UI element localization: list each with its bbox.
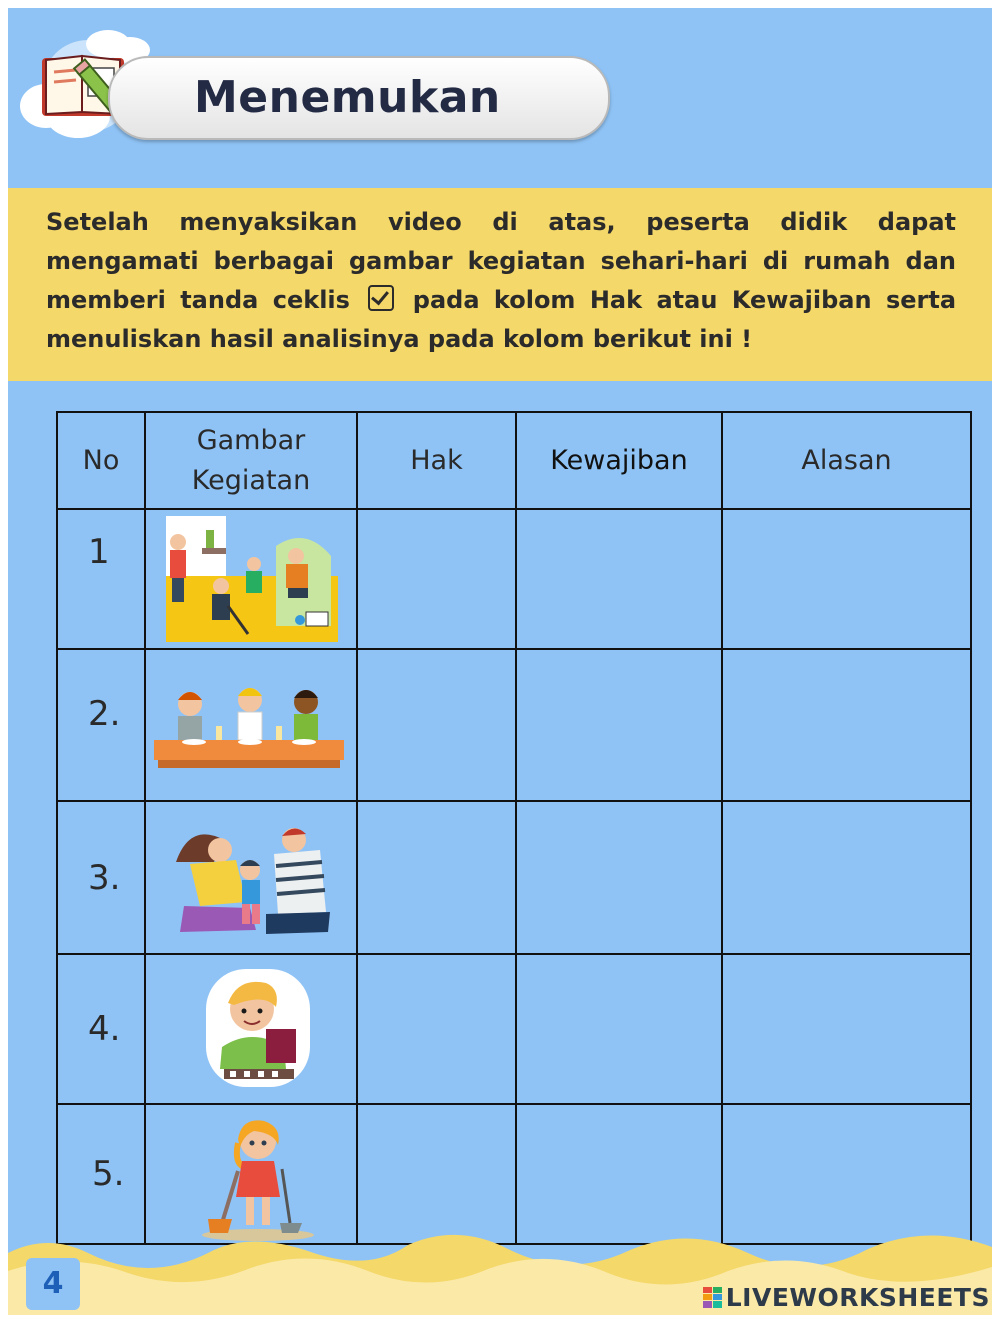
- liveworksheets-logo-icon: [703, 1287, 723, 1309]
- header-no: No: [57, 412, 145, 509]
- hak-cell[interactable]: [357, 801, 516, 954]
- liveworksheets-brand: [703, 1283, 990, 1312]
- brand-label: LIVEWORKSHEETS: [725, 1283, 990, 1312]
- instruction-part-2: pada kolom Hak atau Kewajiban serta menuliskan hasil analisinya pada kolom berikut ini !: [46, 286, 957, 353]
- header-hak: Hak: [357, 412, 516, 509]
- children-eating-image: [154, 680, 344, 800]
- instruction-text: [46, 203, 956, 359]
- header-picture-line1: Gambar: [196, 424, 306, 456]
- table-header-row: [57, 412, 971, 509]
- row-number: 5.: [57, 1104, 145, 1244]
- kewajiban-cell[interactable]: [516, 509, 722, 649]
- alasan-cell[interactable]: [722, 954, 971, 1104]
- family-cleaning-image: [166, 516, 338, 642]
- table-row: [57, 954, 971, 1104]
- row-number: 4.: [57, 954, 145, 1104]
- table-row: [57, 509, 971, 649]
- boy-reading-image: [204, 967, 314, 1093]
- header-picture-line2: Kegiatan: [191, 464, 311, 496]
- kewajiban-cell[interactable]: [516, 801, 722, 954]
- alasan-cell[interactable]: [722, 649, 971, 801]
- worksheet-page: [8, 8, 992, 1315]
- row-number: 1: [57, 509, 145, 649]
- header-alasan: Alasan: [722, 412, 971, 509]
- alasan-cell[interactable]: [722, 509, 971, 649]
- row-picture: [145, 801, 357, 954]
- parents-hugging-child-image: [170, 822, 340, 942]
- page-title: Menemukan: [194, 72, 501, 123]
- instruction-part-1: Setelah menyaksikan video di atas, peserta didik dapat mengamati berbagai gambar kegiatan sehari-hari di rumah dan memberi tanda ceklis: [46, 208, 956, 314]
- header-kewajiban: Kewajiban: [516, 412, 722, 509]
- row-picture: [145, 509, 357, 649]
- kewajiban-cell[interactable]: [516, 649, 722, 801]
- hak-cell[interactable]: [357, 509, 516, 649]
- activity-table: [56, 411, 972, 1245]
- hak-cell[interactable]: [357, 649, 516, 801]
- table-row: [57, 649, 971, 801]
- hak-cell[interactable]: [357, 954, 516, 1104]
- row-number: 2.: [57, 649, 145, 801]
- header-picture: [145, 412, 357, 509]
- table-row: [57, 801, 971, 954]
- row-picture: [145, 649, 357, 801]
- row-number: 3.: [57, 801, 145, 954]
- checkbox-check-icon: [368, 285, 394, 311]
- alasan-cell[interactable]: [722, 801, 971, 954]
- kewajiban-cell[interactable]: [516, 954, 722, 1104]
- page-number: 4: [26, 1258, 80, 1310]
- row-picture: [145, 954, 357, 1104]
